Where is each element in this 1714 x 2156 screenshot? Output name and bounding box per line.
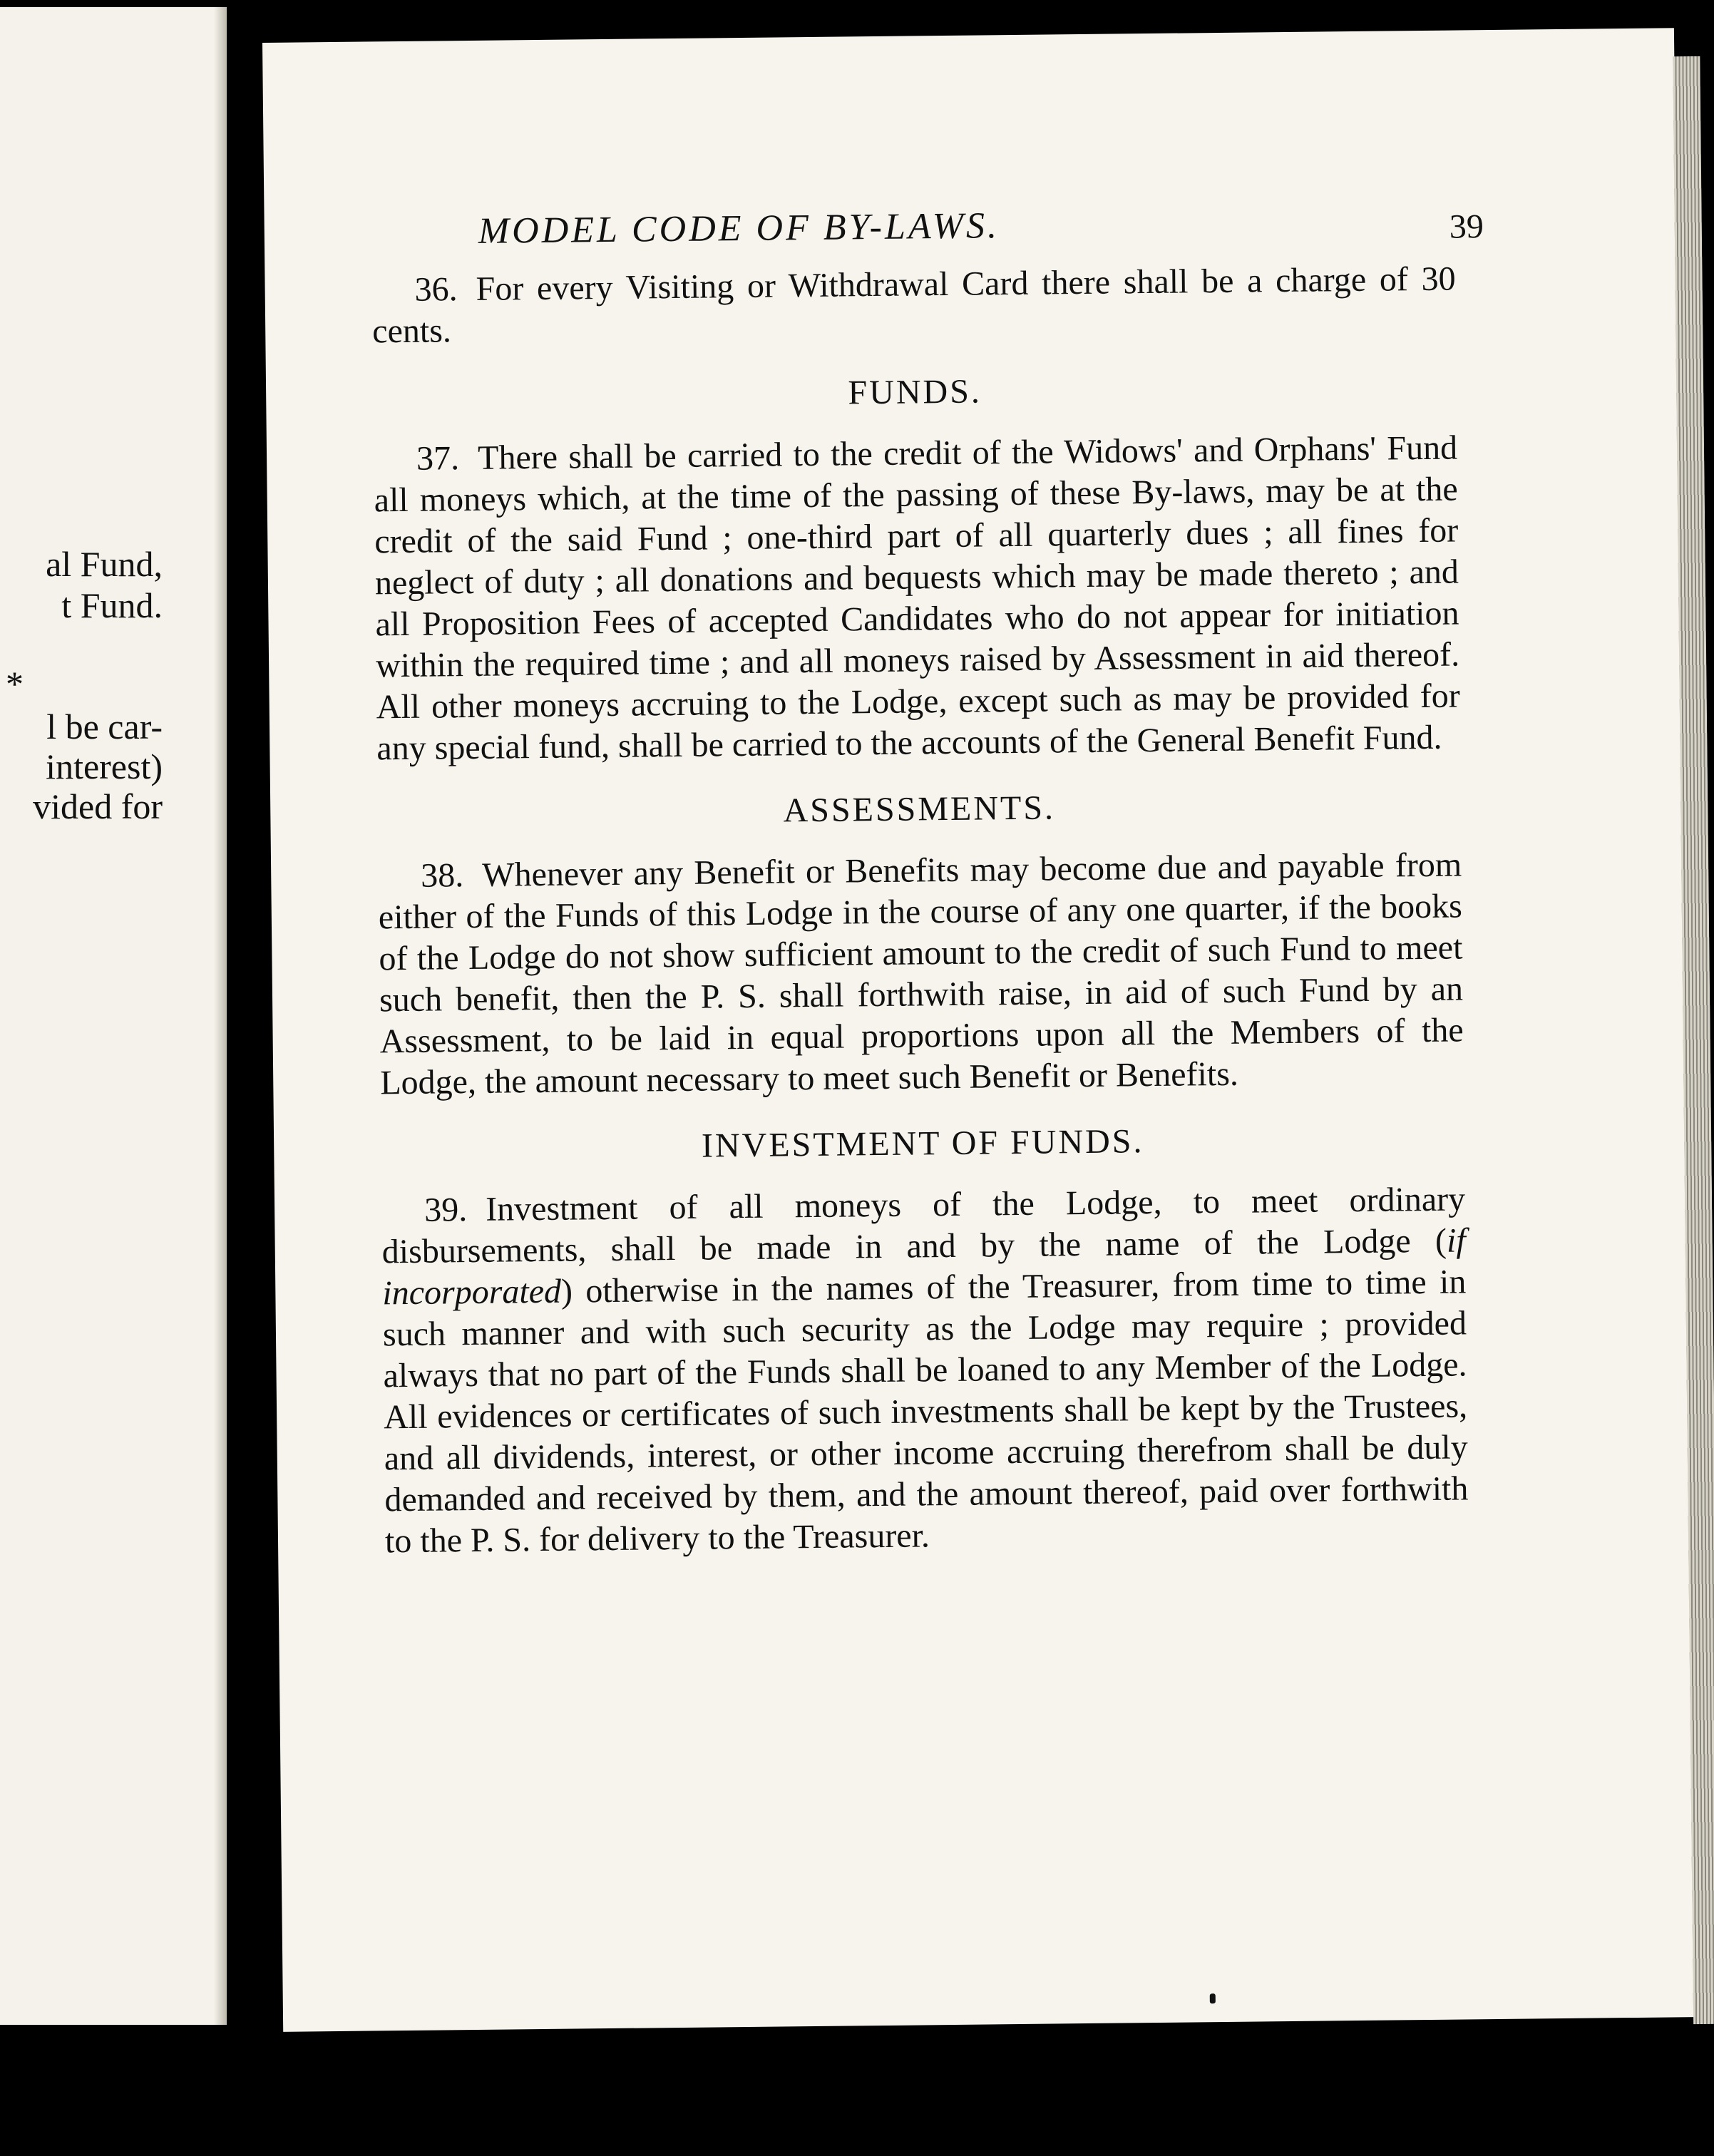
facing-page-asterisk: *: [6, 664, 24, 704]
paragraph-text: Whenever any Benefit or Benefits may become due and payable from either of the Funds of this Lodge in the course of any one quarter, if the books of the Lodge do not show sufficient amount to the credit of such Fund to meet such benefit, then the P. S. shall forthwith raise, in aid of such Fund by an Assessment, to be laid in equal proportions upon all the Members of the Lodge, the amount necessary to meet such Benefit or Benefits.: [378, 846, 1464, 1102]
page-content: [371, 188, 1484, 1563]
facing-page-line: al Fund,: [46, 544, 163, 584]
running-title: MODEL CODE OF BY-LAWS.: [478, 205, 1000, 252]
page-edges: [1673, 56, 1714, 2024]
facing-page-line: l be car-: [46, 707, 163, 746]
bylaw-paragraph-39: [381, 1179, 1469, 1562]
bylaw-paragraph-36: [371, 258, 1456, 352]
page-gutter-shadow: [214, 7, 227, 2025]
paragraph-number: 39.: [424, 1191, 468, 1229]
bylaw-paragraph-37: [374, 427, 1461, 769]
paragraph-text: There shall be carried to the credit of the Widows' and Orphans' Fund all moneys which, at the time of the passing of these By-laws, may be at the credit of the said Fund ; one-third part of all quarterly dues ; all fines for neglect of duty ; all donations and bequests which may be made thereto ; and all Proposition Fees of accepted Candidates who do not appear for initiation within the required time ; and all moneys raised by Assessment in aid thereof. All other moneys accruing to the Lodge, except such as may be provided for any special fund, shall be carried to the accounts of the General Benefit Fund.: [374, 428, 1460, 768]
facing-page-fragment: [0, 7, 227, 2025]
paragraph-italic-text: if incorporated: [382, 1221, 1466, 1313]
running-head: [371, 188, 1484, 270]
facing-page-line: interest): [46, 746, 163, 786]
section-heading-funds: FUNDS.: [848, 372, 982, 412]
paragraph-number: 38.: [420, 856, 464, 895]
paragraph-number: 36.: [414, 270, 458, 309]
book-spine: [227, 0, 262, 2156]
paragraph-number: 37.: [416, 439, 460, 478]
ink-speck: [1210, 1993, 1216, 2003]
section-heading-assessments: ASSESSMENTS.: [783, 789, 1056, 830]
bylaw-paragraph-38: [378, 844, 1464, 1104]
facing-page-line: vided for: [33, 786, 163, 826]
paragraph-text: ) otherwise in the names of the Treasurer, from time to time in such manner and with such security as the Lodge may require ; provided always that no part of the Funds shall be loaned to any Member of the Lodge. All evidences or certificates of such investments shall be kept by the Trustees, and all dividends, interest, or other income accruing therefrom shall be duly demanded and received by them, and the amount thereof, paid over forthwith to the P. S. for delivery to the Treasurer.: [382, 1263, 1469, 1561]
book-page: [262, 28, 1695, 2032]
page-number: 39: [1449, 207, 1484, 246]
section-heading-investment-of-funds: INVESTMENT OF FUNDS.: [701, 1122, 1144, 1165]
facing-page-line: t Fund.: [61, 585, 163, 625]
paragraph-text: Investment of all moneys of the Lodge, to meet ordinary disbursements, shall be made in and by the name of the Lodge (: [381, 1180, 1466, 1271]
paragraph-text: For every Visiting or Withdrawal Card there shall be a charge of 30 cents.: [371, 260, 1456, 351]
